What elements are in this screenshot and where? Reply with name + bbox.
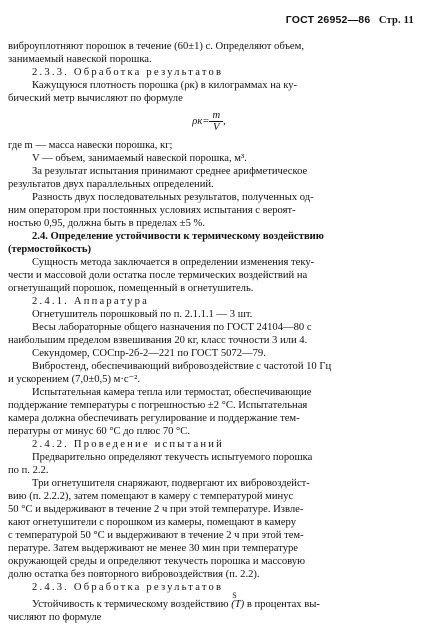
text-line: вию (п. 2.2.2), затем помещают в камеру с температурой минус [8, 491, 294, 502]
text-line: 2.4. Определение устойчивости к термическому воздействию [32, 231, 324, 242]
last-para-before: Устойчивость к термическому воздействию [32, 599, 229, 610]
text-line: Разность двух последовательных результатов, полученных од- [32, 192, 314, 203]
symbol-main: T [234, 599, 241, 610]
formula-lhs: ρк= [192, 115, 210, 127]
text-line: (термостойкость) [8, 244, 92, 255]
formula-numerator: m [209, 110, 223, 122]
text-line: 2.4.2. Проведение испытаний [32, 439, 225, 450]
text-line: За результат испытания принимают среднее арифметическое [32, 166, 308, 177]
text-line: результатов двух параллельных определений. [8, 179, 214, 190]
text-line: занимаемый навеской порошка. [8, 54, 152, 65]
text-line: виброуплотняют порошок в течение (60±1) с. Определяют объем, [8, 41, 304, 52]
formula-denominator: V [213, 122, 220, 133]
text-line: V — объем, занимаемый навеской порошка, м³. [32, 153, 247, 164]
text-line: Кажущуюся плотность порошка (ρк) в килограммах на ку- [32, 80, 298, 91]
text-line: Предварительно определяют текучесть испытуемого порошка [32, 452, 313, 463]
text-line: с температурой 50 °С и выдерживают в течение 2 ч при этой тем- [8, 530, 304, 541]
text-line: кают огнетушители с порошком из камеры, помещают в камеру [8, 517, 297, 528]
text-line: 2.4.1. Аппаратура [32, 296, 150, 307]
page-header [286, 14, 414, 27]
text-line: Испытательная камера тепла или термостат, обеспечивающие [32, 387, 312, 398]
text-line: 2.3.3. Обработка результатов [32, 67, 224, 78]
text-line: огнетушащий порошок, помещенный в огнетушитель. [8, 283, 254, 294]
text-line-last: числяют по формуле [8, 612, 102, 623]
density-formula [8, 110, 410, 133]
text-line: бический метр вычисляют по формуле [8, 93, 183, 104]
text-line: по п. 2.2. [8, 465, 49, 476]
page-number: Стр. 11 [378, 15, 414, 26]
text-line: Весы лабораторные общего назначения по ГОСТ 24104—80 с [32, 322, 312, 333]
text-line: поддержание температуры с погрешностью ±2 °С. Испытательная [8, 400, 308, 411]
text-line: 2.4.3. Обработка результатов [32, 582, 224, 593]
text-line: 50 °С и выдерживают в течение 2 ч при этой температуре. Извле- [8, 504, 304, 515]
text-line: долю остатка без повторного вибровоздействия (п. 2.2). [8, 569, 260, 580]
symbol-over: S [232, 591, 237, 600]
thermal-symbol: ( S T) [231, 591, 245, 610]
text-line: камера должна обеспечивать регулирование и поддержание тем- [8, 413, 300, 424]
text-line-last-para [8, 591, 410, 611]
last-para-after: в процентах вы- [246, 599, 320, 610]
text-line: чести и массовой доли остатка после термических воздействий на [8, 270, 308, 281]
standard-number: ГОСТ 26952—86 [285, 14, 371, 26]
text-line: пературы от минус 60 °С до плюс 70 °С. [8, 426, 191, 437]
text-line: окружающей среды и определяют текучесть порошка и массовую [8, 556, 306, 567]
text-line: Три огнетушителя снаряжают, подвергают их вибровоздейст- [32, 478, 310, 489]
text-line: Секундомер, СОСпр-2б-2—221 по ГОСТ 5072—79. [32, 348, 266, 359]
formula-tail: , [223, 115, 226, 127]
text-line: Огнетушитель порошковый по п. 2.1.1.1 — 3 шт. [32, 309, 253, 320]
text-line: Сущность метода заключается в определении изменения теку- [32, 257, 315, 268]
text-line: и ускорением (7,0±0,5) м·с⁻². [8, 374, 140, 385]
text-block-main [8, 139, 410, 594]
text-block-top [8, 40, 410, 105]
body-text [8, 40, 410, 624]
text-line: пературе. Затем выдерживают не менее 30 мин при температуре [8, 543, 298, 554]
text-line: где m — масса навески порошка, кг; [8, 140, 173, 151]
text-line: ностью 0,95, должна быть в пределах ±5 %. [8, 218, 206, 229]
text-line: ним оператором при постоянных условиях испытания с вероят- [8, 205, 296, 216]
text-line: наибольшим пределом взвешивания 20 кг, класс точности 3 или 4. [8, 335, 308, 346]
text-line: Вибростенд, обеспечивающий вибровоздействие с частотой 10 Гц [32, 361, 332, 372]
formula-fraction [209, 110, 223, 133]
